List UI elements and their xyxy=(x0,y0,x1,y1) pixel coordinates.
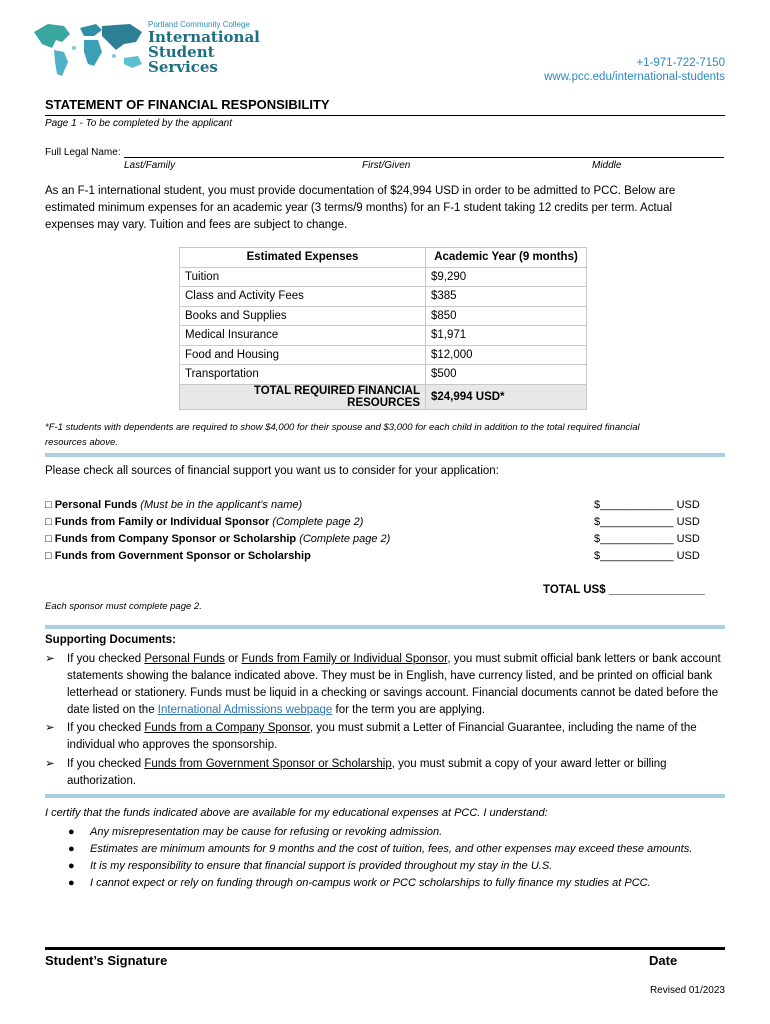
text: for the term you are applying. xyxy=(332,704,486,716)
date-label: Date xyxy=(649,953,678,968)
table-row xyxy=(180,326,587,346)
source-label: Funds from Family or Individual Sponsor xyxy=(54,516,270,528)
arrow-bullet-icon: ➢ xyxy=(45,722,55,734)
page-note: Page 1 - To be completed by the applicant xyxy=(45,118,232,129)
source-note: (Complete page 2) xyxy=(296,533,391,545)
intro-line: expenses may vary. Tuition and fees are subject to change. xyxy=(45,219,348,231)
admissions-webpage-link[interactable]: International Admissions webpage xyxy=(157,704,333,716)
bullet-icon: ● xyxy=(68,826,75,838)
certify-item xyxy=(68,876,651,891)
source-label: Funds from Government Sponsor or Scholarship xyxy=(54,550,311,562)
supporting-heading: Supporting Documents: xyxy=(45,634,176,646)
text: Estimates are minimum amounts for 9 months and the cost of tuition, fees, and other expenses may exceed these amounts. xyxy=(90,843,693,855)
supporting-item-personal xyxy=(45,651,735,719)
sources-prompt: Please check all sources of financial support you want us to consider for your application: xyxy=(45,465,499,477)
expense-label: Transportation xyxy=(180,365,426,385)
bullet-icon: ● xyxy=(68,877,75,889)
table-row xyxy=(180,287,587,307)
total-field[interactable]: TOTAL US$ _______________ xyxy=(543,584,705,596)
expense-label: Tuition xyxy=(180,267,426,287)
expenses-table xyxy=(179,247,587,410)
expense-label: Food and Housing xyxy=(180,345,426,365)
checkbox[interactable]: □ xyxy=(45,499,52,511)
table-row xyxy=(180,345,587,365)
footnote-line: resources above. xyxy=(45,437,118,448)
title-divider xyxy=(45,115,725,116)
text: Any misrepresentation may be cause for refusing or revoking admission. xyxy=(90,826,443,838)
expense-label: Class and Activity Fees xyxy=(180,287,426,307)
underlined-term: Funds from Family or Individual Sponsor xyxy=(241,653,448,665)
text: , you must submit a copy of your award letter or billing xyxy=(391,758,667,770)
website-link[interactable]: www.pcc.edu/international-students xyxy=(544,71,725,83)
intro-line: estimated minimum expenses for an academic year (3 terms/9 months) for an F-1 student taking 12 credits per term. Actual xyxy=(45,202,673,214)
org-name xyxy=(148,30,260,75)
table-row xyxy=(180,306,587,326)
intro-paragraph xyxy=(45,183,735,234)
text: authorization. xyxy=(67,775,137,787)
section-divider xyxy=(45,794,725,798)
full-name-label: Full Legal Name: xyxy=(45,147,121,158)
name-part-middle: Middle xyxy=(592,160,622,171)
total-label: TOTAL REQUIRED FINANCIAL RESOURCES xyxy=(180,384,426,409)
name-part-last: Last/Family xyxy=(124,160,176,171)
phone-number[interactable]: +1-971-722-7150 xyxy=(636,57,725,69)
expense-value: $500 xyxy=(426,365,587,385)
name-part-first: First/Given xyxy=(362,160,411,171)
intro-line: As an F-1 international student, you must provide documentation of $24,994 USD in order to be admitted to PCC. Below are xyxy=(45,185,676,197)
supporting-item-company xyxy=(45,720,735,754)
text: If you checked xyxy=(67,653,145,665)
checkbox[interactable]: □ xyxy=(45,516,52,528)
org-name-small: Portland Community College xyxy=(148,20,250,29)
amount-field[interactable]: $____________ USD xyxy=(594,516,700,528)
section-divider xyxy=(45,625,725,629)
sources-list xyxy=(45,497,390,565)
source-label: Personal Funds xyxy=(54,499,138,511)
org-name-line: Services xyxy=(148,58,218,76)
source-item-personal[interactable] xyxy=(45,497,390,514)
revision-note: Revised 01/2023 xyxy=(649,985,725,996)
student-signature-label: Student’s Signature xyxy=(45,953,168,968)
arrow-bullet-icon: ➢ xyxy=(45,758,55,770)
certify-item xyxy=(68,859,552,874)
section-divider xyxy=(45,453,725,457)
source-item-government[interactable] xyxy=(45,548,390,565)
bullet-icon: ● xyxy=(68,843,75,855)
contact-block xyxy=(544,56,725,84)
expense-label: Books and Supplies xyxy=(180,306,426,326)
text: statements showing the balance indicated above. They must be in English, have currency listed, and be printed on official bank xyxy=(67,670,713,682)
arrow-bullet-icon: ➢ xyxy=(45,653,55,665)
signature-line[interactable] xyxy=(45,947,725,950)
column-header: Academic Year (9 months) xyxy=(426,248,587,268)
expense-value: $9,290 xyxy=(426,267,587,287)
total-row xyxy=(180,384,587,409)
text: , you must submit a Letter of Financial Guarantee, including the name of the xyxy=(309,722,697,734)
text: individual who approves the sponsorship. xyxy=(67,739,278,751)
underlined-term: Personal Funds xyxy=(144,653,225,665)
amounts-column xyxy=(594,497,700,565)
text: I cannot expect or rely on funding through on-campus work or PCC scholarships to fully finance my studies at PCC. xyxy=(90,877,651,889)
source-label: Funds from Company Sponsor or Scholarship xyxy=(54,533,297,545)
footnote-line: *F-1 students with dependents are required to show $4,000 for their spouse and $3,000 for each child in addition to the total required financial xyxy=(45,422,640,433)
table-row xyxy=(180,267,587,287)
table-header-row xyxy=(180,248,587,268)
expense-value: $850 xyxy=(426,306,587,326)
text: It is my responsibility to ensure that financial support is provided throughout my stay in the U.S. xyxy=(90,860,553,872)
world-map-logo xyxy=(30,18,148,80)
supporting-item-government xyxy=(45,756,735,790)
expense-value: $12,000 xyxy=(426,345,587,365)
column-header: Estimated Expenses xyxy=(180,248,426,268)
text: If you checked xyxy=(67,758,145,770)
certify-item xyxy=(68,842,692,857)
source-item-company[interactable] xyxy=(45,531,390,548)
source-item-family[interactable] xyxy=(45,514,390,531)
checkbox[interactable]: □ xyxy=(45,533,52,545)
amount-field[interactable]: $____________ USD xyxy=(594,533,700,545)
form-title: STATEMENT OF FINANCIAL RESPONSIBILITY xyxy=(45,97,330,112)
underlined-term: Funds from a Company Sponsor xyxy=(144,722,310,734)
bullet-icon: ● xyxy=(68,860,75,872)
expense-value: $1,971 xyxy=(426,326,587,346)
amount-field[interactable]: $____________ USD xyxy=(594,499,700,511)
text: or xyxy=(224,653,242,665)
dependents-footnote xyxy=(45,420,640,450)
source-note: (Must be in the applicant’s name) xyxy=(137,499,303,511)
text: letterhead or stationery. Funds must be liquid in a checking or savings account. Financial documents cannot be dated before the xyxy=(67,687,719,699)
total-value: $24,994 USD* xyxy=(426,384,587,409)
org-name-line: International xyxy=(148,28,260,46)
text: If you checked xyxy=(67,722,145,734)
text: date listed on the xyxy=(67,704,158,716)
source-note: (Complete page 2) xyxy=(269,516,364,528)
sponsor-note: Each sponsor must complete page 2. xyxy=(45,601,202,612)
table-row xyxy=(180,365,587,385)
text: , you must submit official bank letters or bank account xyxy=(447,653,721,665)
checkbox[interactable]: □ xyxy=(45,550,52,562)
certify-intro: I certify that the funds indicated above are available for my educational expenses at PCC. I understand: xyxy=(45,807,548,819)
expense-label: Medical Insurance xyxy=(180,326,426,346)
expense-value: $385 xyxy=(426,287,587,307)
underlined-term: Funds from Government Sponsor or Scholarship xyxy=(144,758,392,770)
full-name-field[interactable] xyxy=(124,157,724,158)
org-name-line: Student xyxy=(148,43,215,61)
amount-field[interactable]: $____________ USD xyxy=(594,550,700,562)
certify-item xyxy=(68,825,442,840)
